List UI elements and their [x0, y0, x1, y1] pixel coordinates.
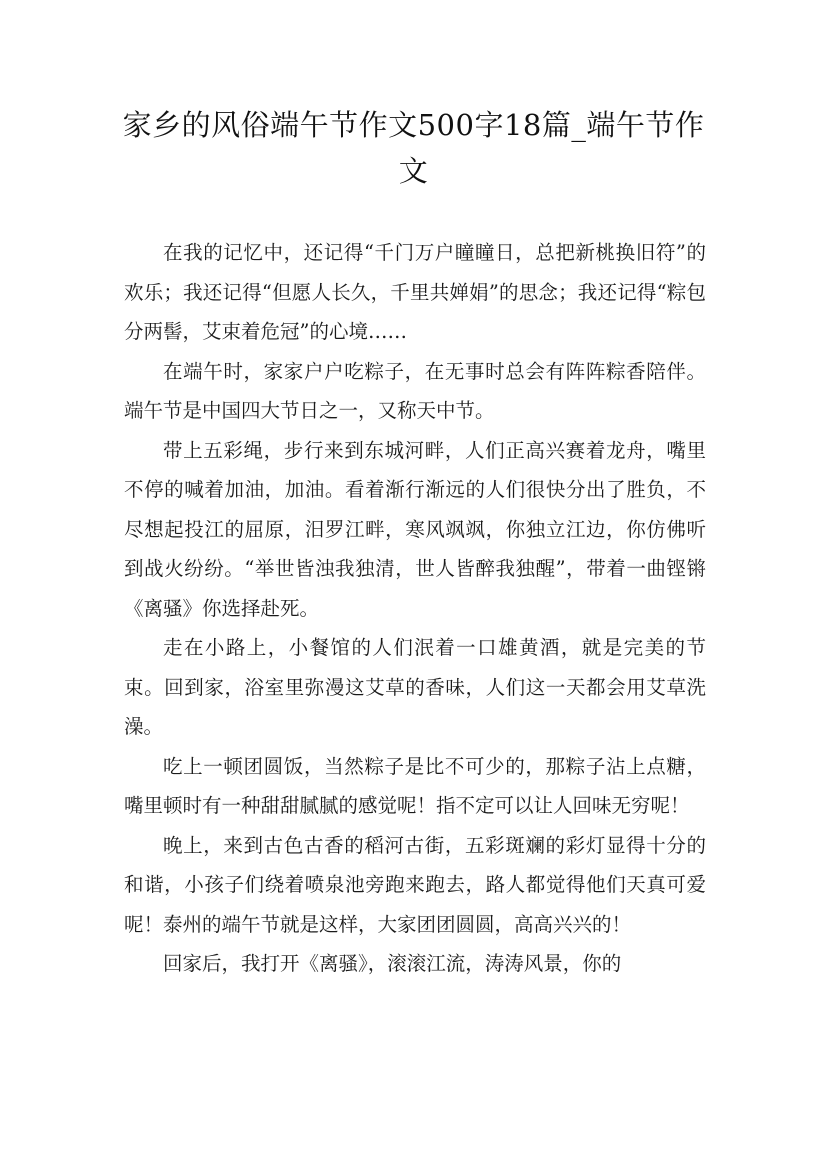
- paragraph-6: 晚上，来到古色古香的稻河古街，五彩斑斓的彩灯显得十分的和谐，小孩子们绕着喷泉池旁跑来跑去，路人都觉得他们天真可爱呢！泰州的端午节就是这样，大家团团圆圆，高高兴兴的！: [124, 833, 706, 936]
- paragraph-4: 走在小路上，小餐馆的人们泯着一口雄黄酒，就是完美的节束。回到家，浴室里弥漫这艾草的香味，人们这一天都会用艾草洗澡。: [124, 636, 706, 738]
- page-title: 家乡的风俗端午节作文500字18篇_端午节作文: [122, 108, 705, 188]
- paragraph-2: 在端午时，家家户户吃粽子，在无事时总会有阵阵粽香陪伴。端午节是中国四大节日之一，又称天中节。: [124, 359, 706, 422]
- paragraph-3: 带上五彩绳，步行来到东城河畔，人们正高兴赛着龙舟，嘴里不停的喊着加油，加油。看着渐行渐远的人们很快分出了胜负，不尽想起投江的屈原，汨罗江畔，寒风飒飒，你独立江边，你仿佛听到战火纷纷。“举世皆浊我独清，世人皆醉我独醒”，带着一曲铿锵《离骚》你选择赴死。: [124, 438, 706, 620]
- article-body: [124, 233, 706, 984]
- paragraph-1: 在我的记忆中，还记得“千门万户瞳瞳日，总把新桃换旧符”的欢乐；我还记得“但愿人长久，千里共婵娟”的思念；我还记得“粽包分两髻，艾束着危冠”的心境……: [124, 241, 706, 343]
- paragraph-7: 回家后，我打开《离骚》，滚滚江流，涛涛风景，你的: [163, 952, 622, 975]
- paragraph-5: 吃上一顿团圆饭，当然粽子是比不可少的，那粽子沾上点糖，嘴里顿时有一种甜甜腻腻的感觉呢！指不定可以让人回味无穷呢！: [124, 754, 706, 817]
